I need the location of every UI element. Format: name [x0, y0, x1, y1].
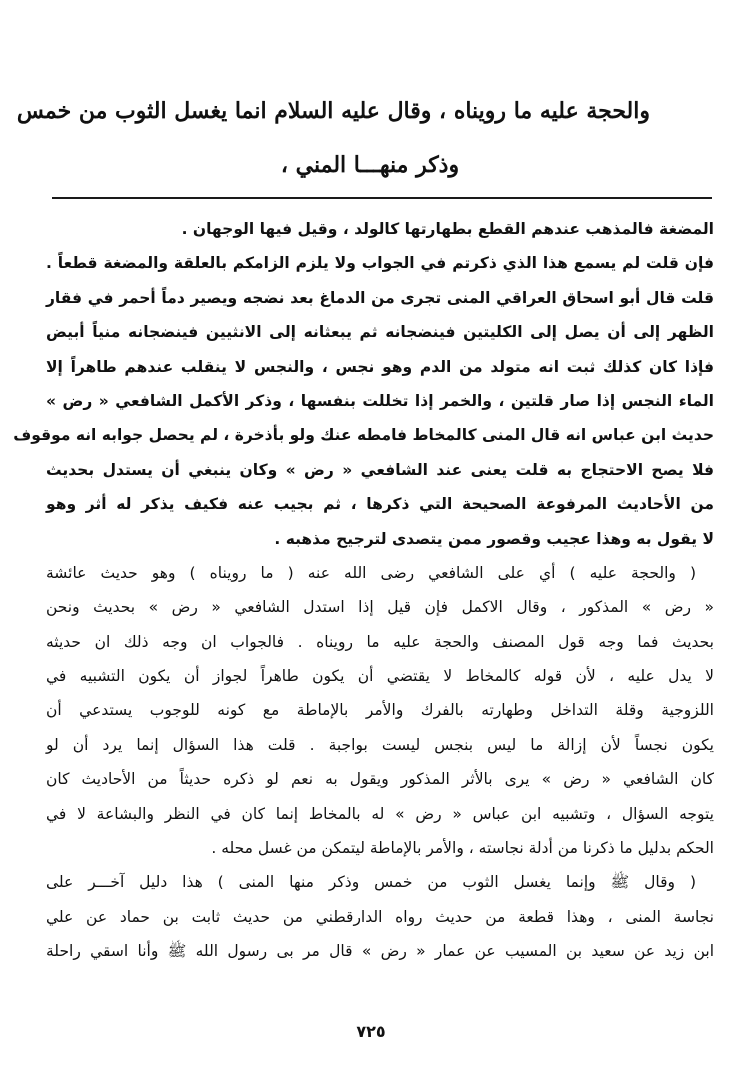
header-line-2: وذكر منهـــا المني ، [280, 152, 460, 178]
header-divider [52, 197, 712, 199]
text-line: حديث ابن عباس انه قال المنى كالمخاط فامطه عنك ولو بأذخرة ، لم يحصل جوابه انه موقوف [13, 426, 714, 445]
body-text [13, 212, 714, 969]
text-line: فإن قلت لم يسمع هذا الذي ذكرتم في الجواب ولا يلزم الزامكم بالعلقة والمضغة قطعاً . [46, 254, 714, 273]
text-line: لا يدل عليه ، لأن قوله كالمخاط لا يقتضي أن يكون طاهراً لجواز أن يكون التشبيه في [46, 667, 714, 686]
text-line: فلا يصح الاحتجاج به قلت يعنى عند الشافعي « رض » وكان ينبغي أن يستدل بحديث [46, 460, 714, 479]
text-line: الحكم بدليل ما ذكرنا من أدلة نجاسته ، والأمر بالإماطة ليتمكن من غسل محله . [211, 839, 714, 858]
text-line: الماء النجس إذا صار قلتين ، والخمر إذا تخللت بنفسها ، وذكر الأكمل الشافعي « رض » [46, 391, 714, 410]
text-line: الظهر إلى أن يصل إلى الكليتين فينضجانه ثم يبعثانه إلى الانثيين فينضجانه منياً أبيض [46, 323, 714, 342]
text-line: لا يقول به وهذا عجيب وقصور ممن يتصدى لترجيح مذهبه . [274, 529, 714, 548]
text-line: بحديث فما وجه قول المصنف والحجة عليه ما رويناه . فالجواب ان وجه ذلك ان حديثه [46, 632, 714, 651]
page-number: ٧٢٥ [356, 1022, 386, 1041]
text-line: فإذا كان كذلك ثبت انه متولد من الدم وهو نجس ، والنجس لا ينقلب عندهم طاهراً إلا [46, 357, 714, 376]
text-line: نجاسة المنى ، وهذا قطعة من حديث رواه الدارقطني من حديث ثابت بن حماد عن علي [46, 907, 714, 926]
text-line: يتوجه السؤال ، وتشبيه ابن عباس « رض » له بالمخاط إنما كان في النظر والبشاعة لا في [46, 804, 714, 823]
text-line: قلت قال أبو اسحاق العراقي المنى تجرى من الدماغ بعد نضجه ويصير دماً أحمر في فقار [46, 288, 714, 307]
text-line: ( وقال ﷺ وإنما يغسل الثوب من خمس وذكر منها المنى ) هذا دليل آخـــر على [46, 873, 696, 892]
text-line: اللزوجية وقلة التداخل وطهارته بالفرك والأمر بالإماطة مع كونه للوجوب يستدعي أن [46, 701, 714, 720]
text-line: ابن زيد عن سعيد بن المسيب عن عمار « رض » قال مر بى رسول الله ﷺ وأنا اسقي راحلة [46, 942, 714, 961]
text-line: المضغة فالمذهب عندهم القطع بطهارتها كالولد ، وقيل فيها الوجهان . [181, 220, 714, 238]
header-line-1: والحجة عليه ما رويناه ، وقال عليه السلام انما يغسل الثوب من خمس [16, 98, 650, 124]
text-line: « رض » المذكور ، وقال الاكمل فإن قيل إذا استدل الشافعي « رض » بحديث ونحن [46, 598, 714, 617]
text-line: من الأحاديث المرفوعة الصحيحة التي ذكرها ، ثم بجيب عنه فكيف يذكر له أثر وهو [46, 495, 714, 514]
text-line: ( والحجة عليه ) أي على الشافعي رضى الله عنه ( ما رويناه ) وهو حديث عائشة [46, 563, 696, 582]
text-line: يكون نجساً لأن إزالة ما ليس بنجس ليست بواجبة . قلت هذا السؤال إنما يرد أن لو [46, 735, 714, 754]
text-line: كان الشافعي « رض » يرى بالأثر المذكور ويقول به نعم لو ذكره حديثاً من الأحاديث كان [46, 770, 714, 789]
